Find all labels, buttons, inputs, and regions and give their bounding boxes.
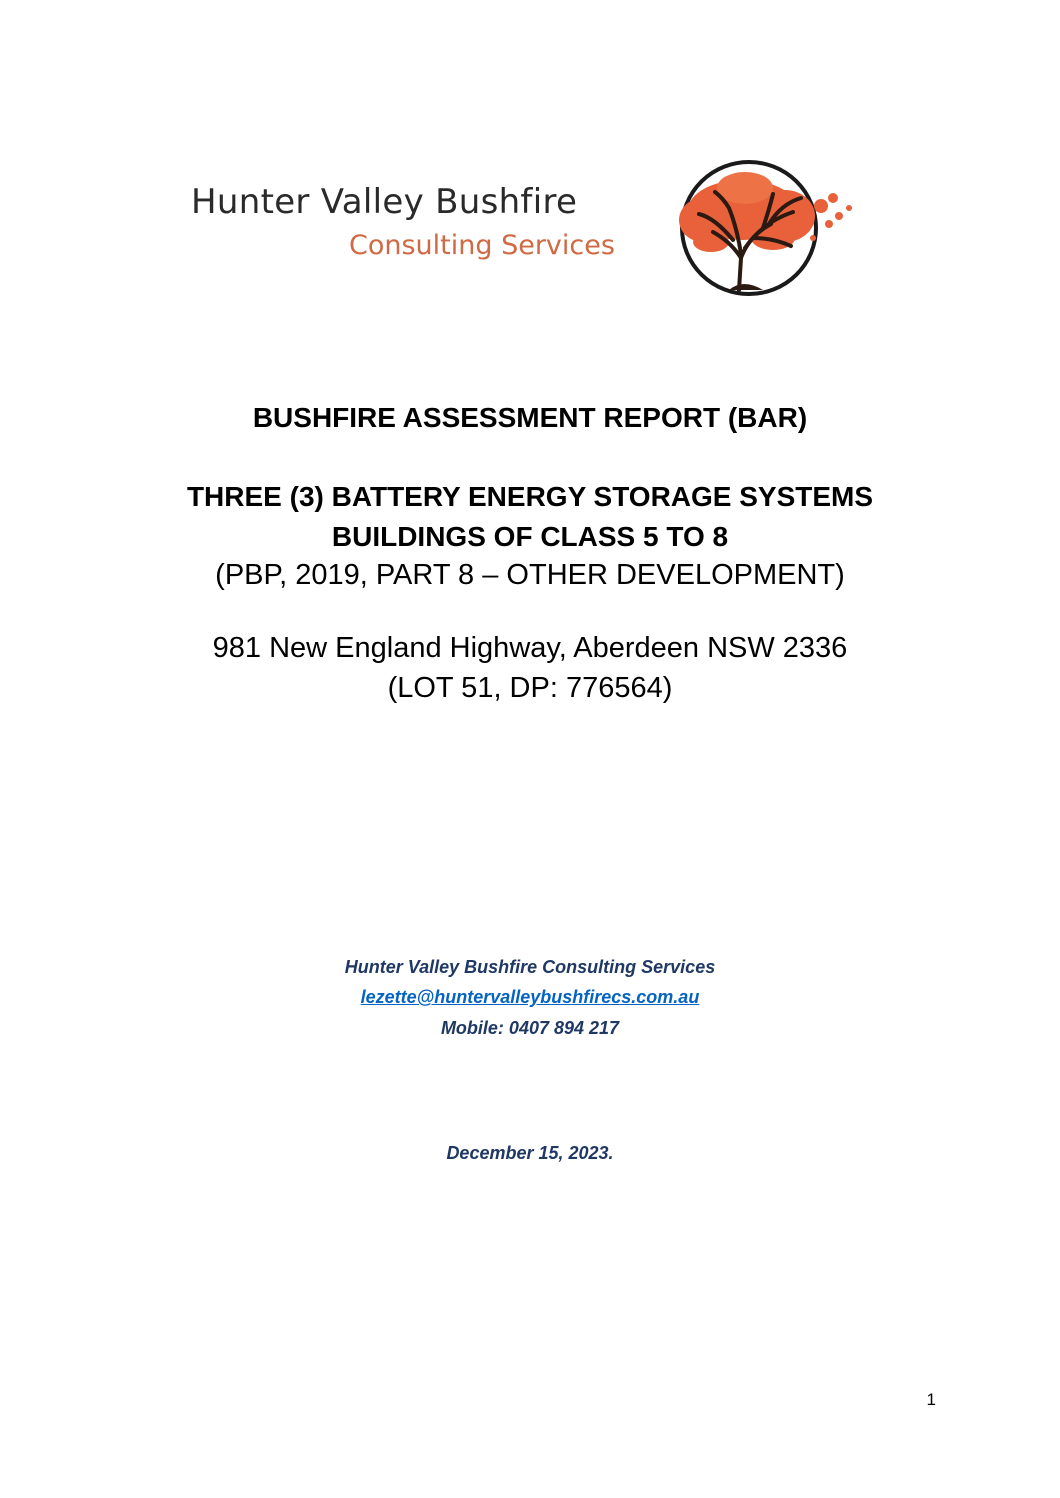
report-subtitle-line2: BUILDINGS OF CLASS 5 TO 8: [331, 521, 729, 552]
tree-in-circle-icon: [673, 158, 873, 300]
company-logo: [185, 158, 875, 300]
contact-email-row: [0, 987, 1060, 1008]
site-address: 981 New England Highway, Aberdeen NSW 2336: [212, 632, 848, 664]
report-date: December 15, 2023.: [446, 1143, 614, 1163]
logo-text-tagline: Consulting Services: [349, 230, 615, 261]
site-lot-details: (LOT 51, DP: 776564): [387, 672, 673, 704]
report-title: BUSHFIRE ASSESSMENT REPORT (BAR): [252, 402, 808, 433]
report-subtitle-line1: THREE (3) BATTERY ENERGY STORAGE SYSTEMS: [186, 481, 874, 512]
contact-email-link[interactable]: lezette@huntervalleybushfirecs.com.au: [360, 987, 700, 1007]
logo-text-company-name: Hunter Valley Bushfire: [191, 182, 578, 222]
contact-company-name: Hunter Valley Bushfire Consulting Services: [344, 957, 716, 977]
page-number: 1: [926, 1390, 936, 1409]
contact-mobile: Mobile: 0407 894 217: [440, 1018, 620, 1038]
report-subtitle-line3: (PBP, 2019, PART 8 – OTHER DEVELOPMENT): [215, 559, 845, 591]
